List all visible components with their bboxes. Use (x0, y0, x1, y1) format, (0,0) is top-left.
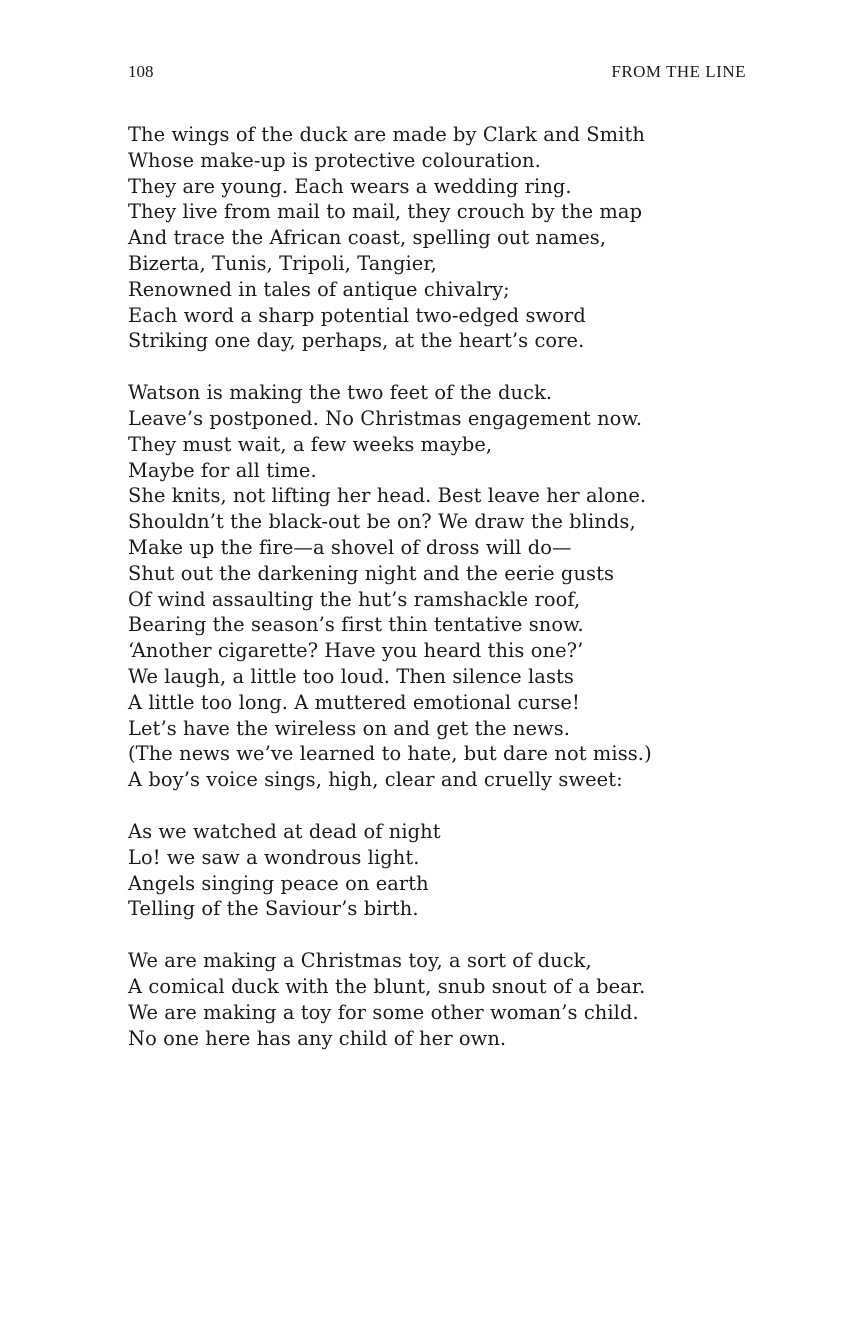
poem-line: A little too long. A muttered emotional curse! (128, 690, 580, 714)
poem-line: (The news we’ve learned to hate, but dare not miss.) (128, 742, 652, 766)
poem-line: Lo! we saw a wondrous light. (128, 845, 420, 869)
poem-line: ‘Another cigarette? Have you heard this one?’ (128, 639, 584, 663)
poem-line: As we watched at dead of night (128, 819, 441, 843)
poem-line: They are young. Each wears a wedding ring. (128, 174, 572, 198)
poem-line: Bizerta, Tunis, Tripoli, Tangier, (128, 251, 437, 275)
running-head (128, 62, 746, 84)
poem-line: Of wind assaulting the hut’s ramshackle roof, (128, 587, 581, 611)
poem-line: Striking one day, perhaps, at the heart’s core. (128, 329, 585, 353)
poem-line: Shut out the darkening night and the eerie gusts (128, 561, 615, 585)
poem-line: No one here has any child of her own. (128, 1026, 507, 1050)
poem-line: Let’s have the wireless on and get the news. (128, 716, 571, 740)
poem-line: They must wait, a few weeks maybe, (128, 432, 493, 456)
poem-line: Watson is making the two feet of the duck. (128, 381, 553, 405)
stanza (128, 380, 728, 793)
poem-line: Make up the fire—a shovel of dross will do— (128, 535, 572, 559)
poem-line: Each word a sharp potential two-edged sword (128, 303, 586, 327)
poem-body (128, 122, 728, 1077)
poem-line: Whose make-up is protective colouration. (128, 148, 541, 172)
poem-line: We laugh, a little too loud. Then silence lasts (128, 664, 574, 688)
stanza (128, 122, 728, 354)
poem-line: A boy’s voice sings, high, clear and cruelly sweet: (128, 768, 623, 792)
poem-line: They live from mail to mail, they crouch by the map (128, 200, 643, 224)
poem-line: A comical duck with the blunt, snub snout of a bear. (128, 974, 646, 998)
poem-line: We are making a Christmas toy, a sort of duck, (128, 949, 592, 973)
poem-line: Shouldn’t the black-out be on? We draw the blinds, (128, 510, 636, 534)
poem-line: Maybe for all time. (128, 458, 317, 482)
stanza (128, 819, 728, 922)
running-title: FROM THE LINE (611, 62, 746, 81)
poem-line: And trace the African coast, spelling out names, (128, 226, 607, 250)
poem-line: Telling of the Saviour’s birth. (128, 897, 419, 921)
page-number: 108 (128, 62, 154, 81)
poem-line: Leave’s postponed. No Christmas engagement now. (128, 406, 643, 430)
poem-line: Angels singing peace on earth (128, 871, 429, 895)
poem-line: We are making a toy for some other woman’s child. (128, 1000, 639, 1024)
poem-line: The wings of the duck are made by Clark and Smith (128, 123, 645, 146)
stanza (128, 948, 728, 1051)
poem-line: Bearing the season’s first thin tentative snow. (128, 613, 584, 637)
poem-line: Renowned in tales of antique chivalry; (128, 277, 510, 301)
poem-line: She knits, not lifting her head. Best leave her alone. (128, 484, 647, 508)
